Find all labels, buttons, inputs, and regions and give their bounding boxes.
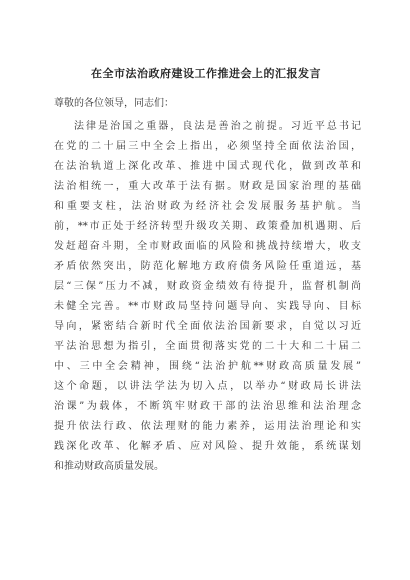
paragraph-line: 中、三中全会精神，围绕“法治护航**财政高质量发展” (54, 361, 361, 372)
paragraph-line: 治课”为载体，不断筑牢财政干部的法治思维和法治理念 (54, 401, 361, 412)
paragraph-line: 平法治思想为指引，全面贯彻落实党的二十大和二十届二 (54, 341, 361, 352)
paragraph-line: 在法治轨道上深化改革、推进中国式现代化，做到改革和 (54, 161, 361, 172)
paragraph-line: 提升依法行政、依法理财的能力素养，运用法治理论和实 (54, 421, 361, 432)
paragraph-line: 践深化改革、化解矛盾、应对风险、提升效能，系统谋划 (54, 441, 361, 452)
paragraph-line: 前，**市正处于经济转型升级攻关期、政策叠加机遇期、后 (54, 221, 361, 232)
paragraph-line: 在党的二十届三中全会上指出，必须坚持全面依法治国， (54, 141, 361, 152)
paragraph-line: 矛盾依然突出，防范化解地方政府债务风险任重道远，基 (54, 261, 361, 272)
body-paragraph (54, 117, 361, 477)
paragraph-line: 和推动财政高质量发展。 (54, 461, 164, 472)
paragraph-line: 法治相统一，重大改革于法有据。财政是国家治理的基础 (54, 181, 361, 192)
paragraph-line: 法律是治国之重器，良法是善治之前提。习近平总书记 (74, 121, 361, 132)
paragraph-line: 这个命题，以讲法学法为切入点，以举办“财政局长讲法 (54, 381, 361, 392)
paragraph-line: 导向，紧密结合新时代全面依法治国新要求，自觉以习近 (54, 321, 361, 332)
salutation: 尊敬的各位领导，同志们： (54, 98, 174, 109)
paragraph-line: 发赶超奋斗期，全市财政面临的风险和挑战持续增大，收支 (54, 241, 361, 252)
paragraph-line: 层“三保”压力不减，财政资金绩效有待提升，监督机制尚 (54, 281, 361, 292)
document-title: 在全市法治政府建设工作推进会上的汇报发言 (91, 67, 321, 80)
paragraph-line: 和重要支柱，法治财政为经济社会发展服务基护航。当 (54, 201, 361, 212)
paragraph-line: 未健全完善。**市财政局坚持问题导向、实践导向、目标 (54, 301, 361, 312)
